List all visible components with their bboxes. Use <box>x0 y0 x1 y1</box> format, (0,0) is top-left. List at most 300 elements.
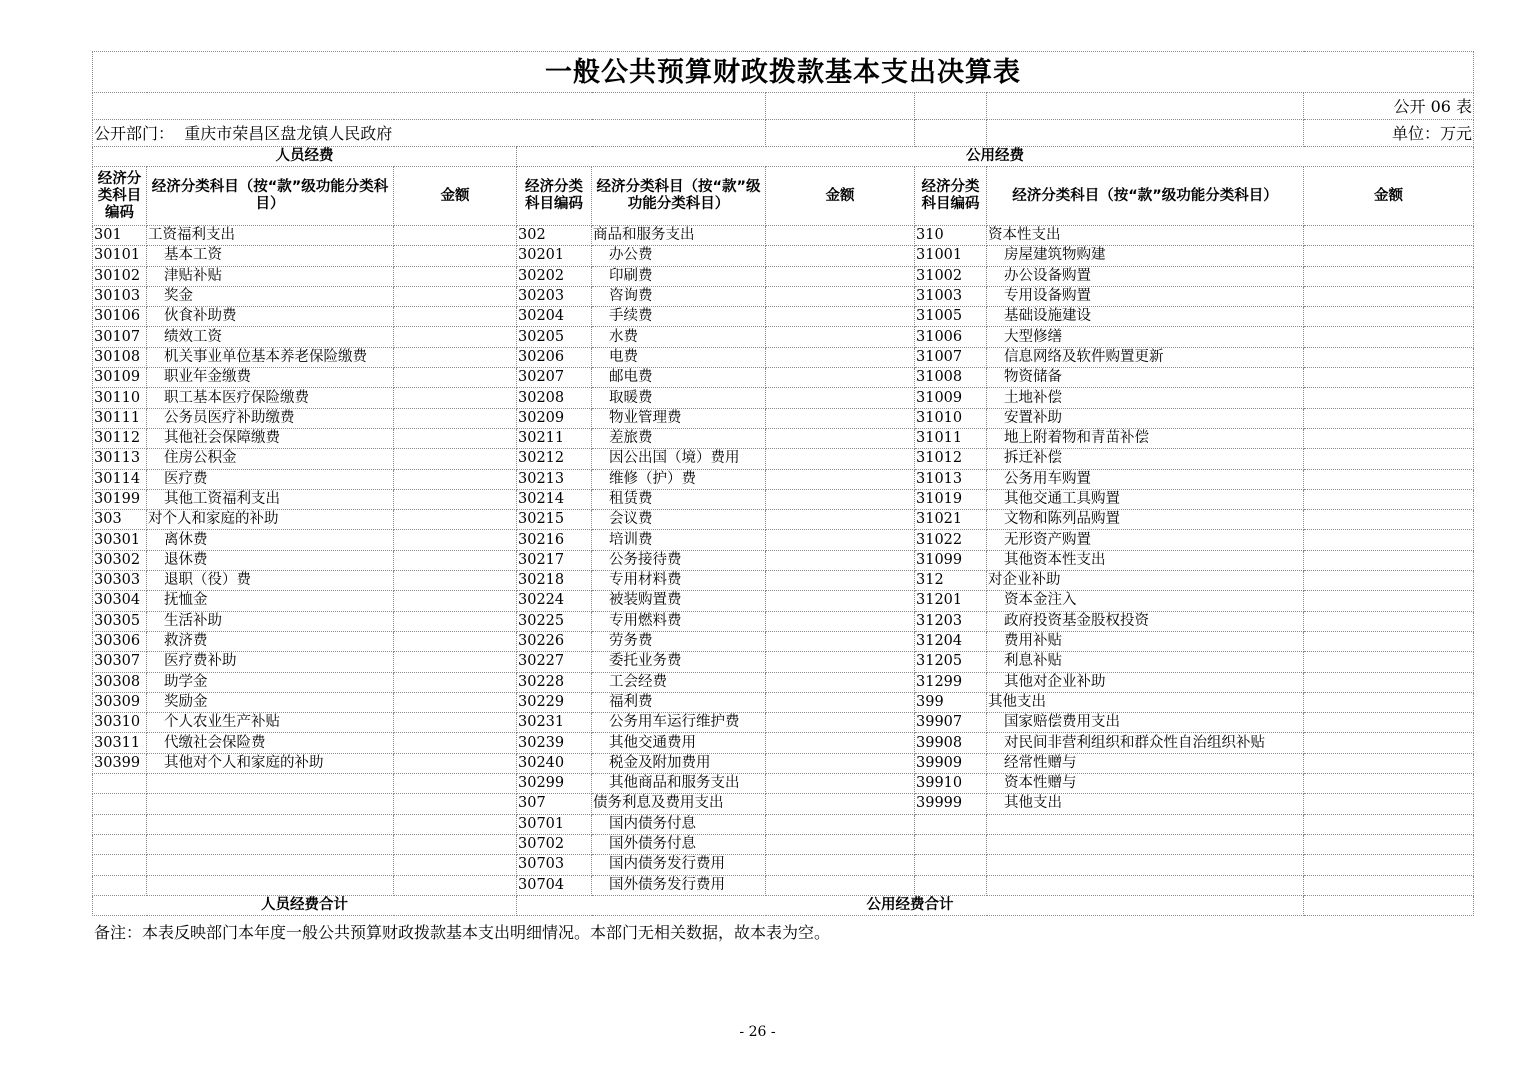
public-code-1: 30209 <box>517 408 592 428</box>
header-personnel-code: 经济分类科目编码 <box>93 167 147 226</box>
personnel-section-header: 人员经费 <box>93 147 517 167</box>
table-number: 公开 06 表 <box>1304 93 1474 120</box>
personnel-amount <box>394 611 517 631</box>
personnel-name: 伙食补助费 <box>147 307 394 327</box>
public-name-1: 专用材料费 <box>592 571 766 591</box>
public-name-2: 文物和陈列品购置 <box>987 510 1304 530</box>
public-code-1: 30226 <box>517 631 592 651</box>
personnel-amount <box>394 794 517 814</box>
public-code-2: 31008 <box>915 368 987 388</box>
public-name-1: 手续费 <box>592 307 766 327</box>
table-row <box>93 571 1474 591</box>
public-name-1: 国内债务发行费用 <box>592 855 766 875</box>
table-row <box>93 672 1474 692</box>
public-total-label: 公用经费合计 <box>517 895 1304 915</box>
public-name-2: 其他对企业补助 <box>987 672 1304 692</box>
public-code-2: 31009 <box>915 388 987 408</box>
personnel-name: 救济费 <box>147 631 394 651</box>
personnel-code: 30307 <box>93 652 147 672</box>
public-name-2: 经常性赠与 <box>987 753 1304 773</box>
personnel-code <box>93 834 147 854</box>
public-code-1: 30704 <box>517 875 592 895</box>
public-amount-1 <box>766 226 915 246</box>
table-row <box>93 266 1474 286</box>
public-name-2: 信息网络及软件购置更新 <box>987 347 1304 367</box>
public-name-1: 因公出国（境）费用 <box>592 449 766 469</box>
public-name-1: 办公费 <box>592 246 766 266</box>
public-name-2: 地上附着物和青苗补偿 <box>987 428 1304 448</box>
personnel-name: 医疗费 <box>147 469 394 489</box>
public-code-1: 30213 <box>517 469 592 489</box>
header-public-code-1: 经济分类科目编码 <box>517 167 592 226</box>
public-code-1: 30201 <box>517 246 592 266</box>
personnel-code <box>93 794 147 814</box>
public-amount-2 <box>1304 368 1474 388</box>
public-name-1: 专用燃料费 <box>592 611 766 631</box>
public-code-1: 30211 <box>517 428 592 448</box>
personnel-amount <box>394 631 517 651</box>
personnel-code: 30301 <box>93 530 147 550</box>
public-name-1: 税金及附加费用 <box>592 753 766 773</box>
public-amount-1 <box>766 449 915 469</box>
public-code-2 <box>915 855 987 875</box>
personnel-code: 30399 <box>93 753 147 773</box>
personnel-name: 其他工资福利支出 <box>147 489 394 509</box>
public-code-1: 30703 <box>517 855 592 875</box>
public-name-2: 资本金注入 <box>987 591 1304 611</box>
public-code-2: 31201 <box>915 591 987 611</box>
public-name-2: 房屋建筑物购建 <box>987 246 1304 266</box>
table-row <box>93 733 1474 753</box>
public-amount-2 <box>1304 489 1474 509</box>
footnote: 备注：本表反映部门本年度一般公共预算财政拨款基本支出明细情况。本部门无相关数据，故本表为空。 <box>94 923 831 942</box>
public-name-1: 会议费 <box>592 510 766 530</box>
public-amount-2 <box>1304 449 1474 469</box>
public-code-2: 31204 <box>915 631 987 651</box>
personnel-name: 医疗费补助 <box>147 652 394 672</box>
public-code-1: 30239 <box>517 733 592 753</box>
personnel-code: 30110 <box>93 388 147 408</box>
public-amount-2 <box>1304 408 1474 428</box>
public-amount-1 <box>766 388 915 408</box>
public-name-1: 债务利息及费用支出 <box>592 794 766 814</box>
personnel-amount <box>394 692 517 712</box>
unit-label: 单位：万元 <box>1304 120 1474 147</box>
public-code-2: 31005 <box>915 307 987 327</box>
public-amount-2 <box>1304 246 1474 266</box>
personnel-amount <box>394 591 517 611</box>
public-code-2: 312 <box>915 571 987 591</box>
personnel-code: 30102 <box>93 266 147 286</box>
table-row <box>93 388 1474 408</box>
public-amount-1 <box>766 733 915 753</box>
public-name-2: 安置补助 <box>987 408 1304 428</box>
public-code-1: 30204 <box>517 307 592 327</box>
table-row <box>93 489 1474 509</box>
public-code-1: 30203 <box>517 286 592 306</box>
public-amount-2 <box>1304 388 1474 408</box>
public-name-1: 印刷费 <box>592 266 766 286</box>
public-name-1: 国外债务发行费用 <box>592 875 766 895</box>
header-personnel-amount: 金额 <box>394 167 517 226</box>
table-row <box>93 246 1474 266</box>
personnel-total-label: 人员经费合计 <box>93 895 517 915</box>
public-amount-2 <box>1304 753 1474 773</box>
public-name-2: 利息补贴 <box>987 652 1304 672</box>
department-label: 公开部门： <box>94 123 175 143</box>
public-name-1: 委托业务费 <box>592 652 766 672</box>
public-amount-2 <box>1304 286 1474 306</box>
public-code-2: 31022 <box>915 530 987 550</box>
public-code-2: 31099 <box>915 550 987 570</box>
public-code-1: 30216 <box>517 530 592 550</box>
personnel-amount <box>394 855 517 875</box>
public-name-2: 其他资本性支出 <box>987 550 1304 570</box>
public-name-1: 国外债务付息 <box>592 834 766 854</box>
personnel-code: 301 <box>93 226 147 246</box>
public-name-2 <box>987 855 1304 875</box>
public-name-2: 拆迁补偿 <box>987 449 1304 469</box>
personnel-name: 离休费 <box>147 530 394 550</box>
public-code-2: 31007 <box>915 347 987 367</box>
public-code-2: 39909 <box>915 753 987 773</box>
personnel-name: 工资福利支出 <box>147 226 394 246</box>
table-row <box>93 550 1474 570</box>
public-amount-1 <box>766 794 915 814</box>
public-amount-2 <box>1304 733 1474 753</box>
header-public-name-1: 经济分类科目（按“款”级功能分类科目） <box>592 167 766 226</box>
personnel-amount <box>394 489 517 509</box>
public-amount-2 <box>1304 530 1474 550</box>
public-name-1: 差旅费 <box>592 428 766 448</box>
public-name-2: 资本性赠与 <box>987 774 1304 794</box>
personnel-name: 对个人和家庭的补助 <box>147 510 394 530</box>
public-name-2 <box>987 834 1304 854</box>
personnel-code: 30310 <box>93 713 147 733</box>
public-name-1: 被装购置费 <box>592 591 766 611</box>
table-row <box>93 469 1474 489</box>
table-row <box>93 449 1474 469</box>
public-name-1: 商品和服务支出 <box>592 226 766 246</box>
public-code-2: 39910 <box>915 774 987 794</box>
public-amount-1 <box>766 286 915 306</box>
public-name-2: 大型修缮 <box>987 327 1304 347</box>
table-row <box>93 226 1474 246</box>
personnel-code <box>93 875 147 895</box>
public-amount-1 <box>766 347 915 367</box>
personnel-code: 30106 <box>93 307 147 327</box>
public-amount-2 <box>1304 834 1474 854</box>
personnel-amount <box>394 875 517 895</box>
personnel-code: 30303 <box>93 571 147 591</box>
public-name-1: 维修（护）费 <box>592 469 766 489</box>
public-amount-1 <box>766 753 915 773</box>
public-amount-1 <box>766 855 915 875</box>
public-amount-1 <box>766 307 915 327</box>
public-amount-2 <box>1304 266 1474 286</box>
header-public-code-2: 经济分类科目编码 <box>915 167 987 226</box>
page-number: - 26 - <box>739 1024 776 1040</box>
personnel-amount <box>394 388 517 408</box>
table-row <box>93 327 1474 347</box>
public-code-1: 30207 <box>517 368 592 388</box>
public-amount-2 <box>1304 469 1474 489</box>
personnel-code: 30108 <box>93 347 147 367</box>
personnel-name <box>147 774 394 794</box>
personnel-name: 绩效工资 <box>147 327 394 347</box>
public-code-2: 39907 <box>915 713 987 733</box>
public-code-2: 31021 <box>915 510 987 530</box>
table-row <box>93 794 1474 814</box>
personnel-name: 其他对个人和家庭的补助 <box>147 753 394 773</box>
public-code-2: 31010 <box>915 408 987 428</box>
personnel-name <box>147 814 394 834</box>
public-amount-1 <box>766 875 915 895</box>
table-row <box>93 875 1474 895</box>
public-code-1: 30215 <box>517 510 592 530</box>
personnel-name: 退休费 <box>147 550 394 570</box>
header-public-amount-1: 金额 <box>766 167 915 226</box>
public-code-2: 310 <box>915 226 987 246</box>
department <box>93 120 766 147</box>
public-amount-1 <box>766 266 915 286</box>
personnel-amount <box>394 713 517 733</box>
public-amount-1 <box>766 408 915 428</box>
public-amount-2 <box>1304 875 1474 895</box>
personnel-amount <box>394 327 517 347</box>
personnel-name: 抚恤金 <box>147 591 394 611</box>
public-name-1: 邮电费 <box>592 368 766 388</box>
public-amount-1 <box>766 713 915 733</box>
personnel-code: 30107 <box>93 327 147 347</box>
public-name-1: 水费 <box>592 327 766 347</box>
public-amount-2 <box>1304 855 1474 875</box>
public-name-1: 其他商品和服务支出 <box>592 774 766 794</box>
public-name-2: 物资储备 <box>987 368 1304 388</box>
public-code-2: 31299 <box>915 672 987 692</box>
public-name-2 <box>987 875 1304 895</box>
personnel-name <box>147 875 394 895</box>
public-name-2: 对民间非营利组织和群众性自治组织补贴 <box>987 733 1304 753</box>
personnel-code: 30311 <box>93 733 147 753</box>
personnel-amount <box>394 834 517 854</box>
personnel-name: 公务员医疗补助缴费 <box>147 408 394 428</box>
public-amount-1 <box>766 672 915 692</box>
personnel-code: 30304 <box>93 591 147 611</box>
public-code-1: 302 <box>517 226 592 246</box>
personnel-amount <box>394 672 517 692</box>
public-code-1: 30212 <box>517 449 592 469</box>
public-name-2: 办公设备购置 <box>987 266 1304 286</box>
table-row <box>93 814 1474 834</box>
public-code-2 <box>915 834 987 854</box>
public-amount-1 <box>766 550 915 570</box>
personnel-code: 303 <box>93 510 147 530</box>
public-section-header: 公用经费 <box>517 147 1474 167</box>
table-row <box>93 286 1474 306</box>
public-amount-2 <box>1304 713 1474 733</box>
personnel-name: 机关事业单位基本养老保险缴费 <box>147 347 394 367</box>
table-row <box>93 611 1474 631</box>
public-name-2: 对企业补助 <box>987 571 1304 591</box>
public-amount-1 <box>766 327 915 347</box>
personnel-amount <box>394 469 517 489</box>
public-code-2: 31011 <box>915 428 987 448</box>
personnel-amount <box>394 652 517 672</box>
personnel-amount <box>394 449 517 469</box>
personnel-amount <box>394 733 517 753</box>
public-code-1: 30225 <box>517 611 592 631</box>
public-amount-2 <box>1304 652 1474 672</box>
table-row <box>93 307 1474 327</box>
personnel-code: 30109 <box>93 368 147 388</box>
table-row <box>93 774 1474 794</box>
table-row <box>93 428 1474 448</box>
table-row <box>93 408 1474 428</box>
public-name-2: 国家赔偿费用支出 <box>987 713 1304 733</box>
public-code-1: 30205 <box>517 327 592 347</box>
public-amount-1 <box>766 631 915 651</box>
public-amount-2 <box>1304 226 1474 246</box>
personnel-amount <box>394 368 517 388</box>
public-code-1: 30218 <box>517 571 592 591</box>
personnel-code: 30101 <box>93 246 147 266</box>
personnel-name: 津贴补贴 <box>147 266 394 286</box>
table-row <box>93 591 1474 611</box>
public-name-1: 培训费 <box>592 530 766 550</box>
public-name-2: 其他支出 <box>987 692 1304 712</box>
header-personnel-name: 经济分类科目（按“款”级功能分类科目） <box>147 167 394 226</box>
personnel-name: 奖金 <box>147 286 394 306</box>
public-amount-1 <box>766 591 915 611</box>
personnel-code: 30113 <box>93 449 147 469</box>
public-code-2: 31002 <box>915 266 987 286</box>
personnel-code <box>93 814 147 834</box>
personnel-name: 职业年金缴费 <box>147 368 394 388</box>
public-amount-1 <box>766 428 915 448</box>
public-name-2: 政府投资基金股权投资 <box>987 611 1304 631</box>
public-code-1: 30206 <box>517 347 592 367</box>
table-row <box>93 347 1474 367</box>
public-name-2: 资本性支出 <box>987 226 1304 246</box>
header-public-name-2: 经济分类科目（按“款”级功能分类科目） <box>987 167 1304 226</box>
personnel-code: 30302 <box>93 550 147 570</box>
personnel-name: 住房公积金 <box>147 449 394 469</box>
public-amount-1 <box>766 368 915 388</box>
public-code-1: 30701 <box>517 814 592 834</box>
public-amount-1 <box>766 489 915 509</box>
table-row <box>93 530 1474 550</box>
public-amount-2 <box>1304 814 1474 834</box>
public-name-1: 电费 <box>592 347 766 367</box>
public-code-1: 30229 <box>517 692 592 712</box>
department-name: 重庆市荣昌区盘龙镇人民政府 <box>184 123 393 143</box>
public-amount-2 <box>1304 611 1474 631</box>
public-name-1: 租赁费 <box>592 489 766 509</box>
public-amount-2 <box>1304 347 1474 367</box>
public-name-2: 专用设备购置 <box>987 286 1304 306</box>
public-amount-2 <box>1304 327 1474 347</box>
public-code-2: 31013 <box>915 469 987 489</box>
personnel-name: 生活补助 <box>147 611 394 631</box>
personnel-code <box>93 774 147 794</box>
personnel-code <box>93 855 147 875</box>
table-row <box>93 510 1474 530</box>
public-amount-2 <box>1304 591 1474 611</box>
personnel-name: 退职（役）费 <box>147 571 394 591</box>
personnel-amount <box>394 246 517 266</box>
public-amount-2 <box>1304 774 1474 794</box>
public-code-2: 31203 <box>915 611 987 631</box>
personnel-code: 30309 <box>93 692 147 712</box>
personnel-code: 30103 <box>93 286 147 306</box>
table-row <box>93 692 1474 712</box>
public-code-1: 30240 <box>517 753 592 773</box>
personnel-name: 个人农业生产补贴 <box>147 713 394 733</box>
public-code-2: 31019 <box>915 489 987 509</box>
table-row <box>93 753 1474 773</box>
personnel-name: 奖励金 <box>147 692 394 712</box>
public-code-1: 30231 <box>517 713 592 733</box>
table-row <box>93 652 1474 672</box>
public-amount-1 <box>766 530 915 550</box>
personnel-name: 助学金 <box>147 672 394 692</box>
table-row <box>93 368 1474 388</box>
public-name-1: 取暖费 <box>592 388 766 408</box>
personnel-code: 30199 <box>93 489 147 509</box>
personnel-amount <box>394 408 517 428</box>
public-amount-1 <box>766 611 915 631</box>
personnel-name: 职工基本医疗保险缴费 <box>147 388 394 408</box>
table-row <box>93 713 1474 733</box>
public-amount-2 <box>1304 510 1474 530</box>
table-row <box>93 855 1474 875</box>
public-amount-1 <box>766 834 915 854</box>
public-code-2: 31006 <box>915 327 987 347</box>
public-name-2: 基础设施建设 <box>987 307 1304 327</box>
table-row <box>93 631 1474 651</box>
public-name-2: 其他交通工具购置 <box>987 489 1304 509</box>
public-code-1: 30228 <box>517 672 592 692</box>
public-amount-2 <box>1304 794 1474 814</box>
public-amount-1 <box>766 510 915 530</box>
public-amount-2 <box>1304 428 1474 448</box>
public-code-2: 31205 <box>915 652 987 672</box>
public-amount-1 <box>766 814 915 834</box>
personnel-amount <box>394 347 517 367</box>
public-amount-2 <box>1304 571 1474 591</box>
personnel-amount <box>394 266 517 286</box>
personnel-amount <box>394 774 517 794</box>
personnel-amount <box>394 428 517 448</box>
public-name-2: 无形资产购置 <box>987 530 1304 550</box>
header-public-amount-2: 金额 <box>1304 167 1474 226</box>
public-amount-2 <box>1304 631 1474 651</box>
public-name-1: 工会经费 <box>592 672 766 692</box>
personnel-amount <box>394 814 517 834</box>
public-amount-2 <box>1304 550 1474 570</box>
personnel-code: 30112 <box>93 428 147 448</box>
public-code-2: 39999 <box>915 794 987 814</box>
public-code-1: 30702 <box>517 834 592 854</box>
personnel-amount <box>394 753 517 773</box>
public-code-2 <box>915 875 987 895</box>
public-code-2: 31003 <box>915 286 987 306</box>
budget-expenditure-table <box>92 51 1474 916</box>
personnel-name: 代缴社会保险费 <box>147 733 394 753</box>
personnel-amount <box>394 286 517 306</box>
public-code-2: 39908 <box>915 733 987 753</box>
